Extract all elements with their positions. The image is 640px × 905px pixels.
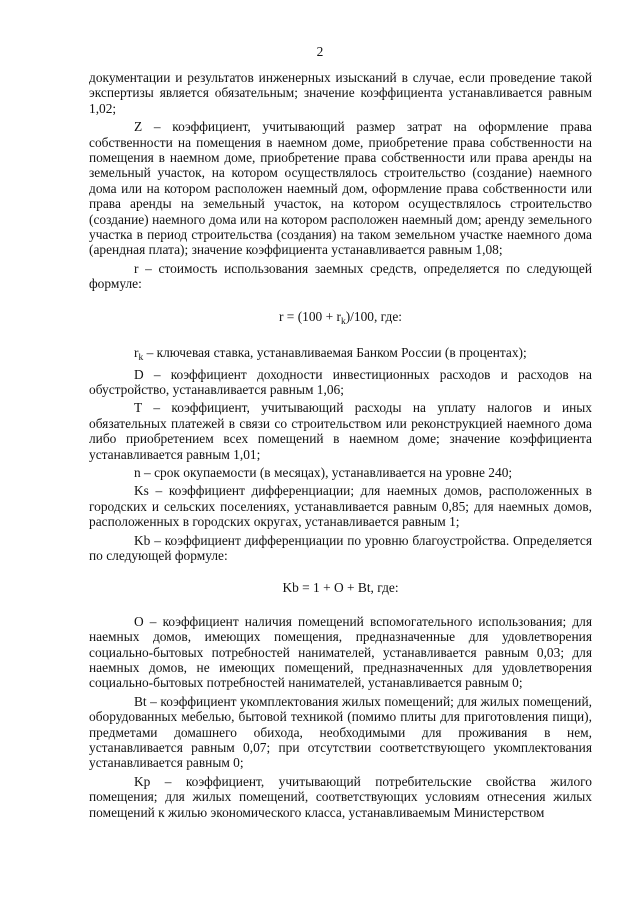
paragraph-bt-coefficient: Bt – коэффициент укомплектования жилых помещений; для жилых помещений, оборудованных мебелью, бытовой техникой (помимо плиты для приготовления пищи), предметами домашнего обихода, необходимыми для проживания в нем, устанавливается равным 0,07; при отсутствии соответствующего укомплектования устанавливается равным 0;: [89, 693, 592, 771]
paragraph-kp-coefficient: Kp – коэффициент, учитывающий потребительские свойства жилого помещения; для жилых помещений, соответствующих условиям отнесения жилых помещений к жилью экономического класса, устанавливаемым Министерством: [89, 773, 592, 820]
rk-symbol-base: r: [134, 345, 139, 361]
paragraph-r-definition: r – стоимость использования заемных средств, определяется по следующей формуле:: [89, 260, 592, 292]
paragraph-continuation: документации и результатов инженерных изысканий в случае, если проведение такой экспертизы является обязательным; значение коэффициента устанавливается равным 1,02;: [89, 70, 592, 116]
rk-definition-text: – ключевая ставка, устанавливаемая Банком России (в процентах);: [143, 345, 527, 361]
page-number: 2: [316, 44, 324, 59]
formula-kb: Kb = 1 + O + Bt, где:: [282, 580, 399, 596]
paragraph-d-coefficient: D – коэффициент доходности инвестиционных расходов и расходов на обустройство, устанавливается равным 1,06;: [89, 366, 592, 397]
paragraph-ks-coefficient: Ks – коэффициент дифференциации; для наемных домов, расположенных в городских и сельских поселениях, устанавливается равным 0,85; для наемных домов, расположенных в городских округах, устанавливается равным 1;: [89, 483, 592, 530]
paragraph-kb-definition: Kb – коэффициент дифференциации по уровню благоустройства. Определяется по следующей формуле:: [89, 532, 592, 563]
paragraph-n-period: n – срок окупаемости (в месяцах), устанавливается на уровне 240;: [134, 464, 513, 480]
document-body: [89, 70, 592, 823]
rk-symbol-subscript: k: [138, 353, 144, 364]
formula-r-suffix: )/100, где:: [345, 308, 402, 324]
formula-r: [89, 309, 592, 327]
paragraph-rk-definition: [89, 345, 592, 363]
formula-r-subscript: k: [340, 316, 346, 327]
paragraph-z-coefficient: Z – коэффициент, учитывающий размер затрат на оформление права собственности на помещения в наемном доме, приобретение права собственности на помещения в наемном доме, приобретение права собственности или права аренды на земельный участок, на котором осуществлялось строительство (создание) наемного дома или на котором расположен наемный дом, оформление права собственности или права аренды на земельный участок, на котором осуществлялось строительство (создание) наемного дома или на котором расположен наемный дом; аренду земельного участка в период строительства (создания) на таком земельном участке наемного дома (арендная плата); значение коэффициента устанавливается равным 1,08;: [89, 119, 592, 258]
formula-r-prefix: r = (100 + r: [279, 308, 341, 324]
paragraph-t-coefficient: T – коэффициент, учитывающий расходы на уплату налогов и иных обязательных платежей в связи со строительством или реконструкцией наемного дома либо приобретением всех помещений в наемном доме; значение коэффициента устанавливается равным 1,01;: [89, 400, 592, 462]
paragraph-o-coefficient: O – коэффициент наличия помещений вспомогательного использования; для наемных домов, имеющих помещения, предназначенные для удовлетворения социально-бытовых потребностей нанимателей, устанавливается равным 0,03; для наемных домов, не имеющих помещений, предназначенных для удовлетворения социально-бытовых потребностей нанимателей, устанавливается равным 0;: [89, 613, 592, 691]
